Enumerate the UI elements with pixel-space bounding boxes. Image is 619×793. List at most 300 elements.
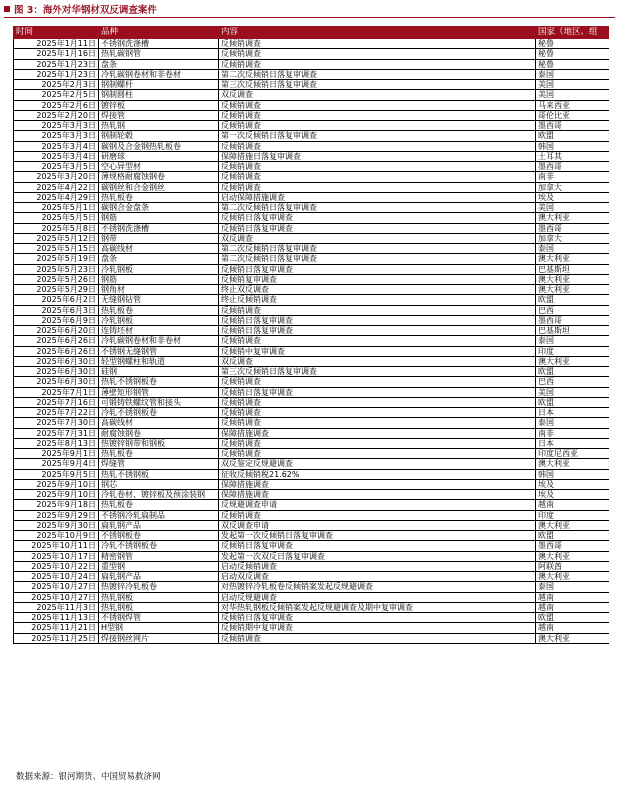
cell-product: 盘条 bbox=[99, 59, 219, 69]
cell-country: 澳大利亚 bbox=[536, 274, 610, 284]
cell-content: 对热镀锌冷轧板卷反倾销案发起反规避调查 bbox=[219, 582, 536, 592]
cell-date: 2025年11月21日 bbox=[14, 623, 99, 633]
cell-content: 反倾销日落复审调查 bbox=[219, 223, 536, 233]
cell-content: 第三次反倾销日落复审调查 bbox=[219, 80, 536, 90]
trade-case-table bbox=[13, 26, 609, 644]
cell-content: 征收反倾销税21.62% bbox=[219, 469, 536, 479]
cell-date: 2025年11月3日 bbox=[14, 602, 99, 612]
cell-date: 2025年4月22日 bbox=[14, 182, 99, 192]
table-row bbox=[14, 510, 610, 520]
cell-product: 空心异型材 bbox=[99, 162, 219, 172]
cell-content: 双反调查申请 bbox=[219, 520, 536, 530]
cell-country: 泰国 bbox=[536, 69, 610, 79]
table-row bbox=[14, 520, 610, 530]
cell-date: 2025年5月19日 bbox=[14, 254, 99, 264]
table-row bbox=[14, 141, 610, 151]
cell-content: 保障措施日落复审调查 bbox=[219, 151, 536, 161]
cell-content: 反倾销调查 bbox=[219, 100, 536, 110]
table-row bbox=[14, 326, 610, 336]
cell-date: 2025年1月16日 bbox=[14, 49, 99, 59]
table-row bbox=[14, 592, 610, 602]
cell-date: 2025年10月9日 bbox=[14, 531, 99, 541]
table-row bbox=[14, 438, 610, 448]
cell-country: 欧盟 bbox=[536, 613, 610, 623]
table-row bbox=[14, 264, 610, 274]
cell-date: 2025年2月6日 bbox=[14, 100, 99, 110]
cell-content: 反倾销日落复审调查 bbox=[219, 541, 536, 551]
cell-country: 印度 bbox=[536, 346, 610, 356]
cell-content: 反倾销调查 bbox=[219, 408, 536, 418]
cell-country: 墨西哥 bbox=[536, 162, 610, 172]
cell-country: 越南 bbox=[536, 500, 610, 510]
cell-country: 墨西哥 bbox=[536, 541, 610, 551]
cell-date: 2025年1月23日 bbox=[14, 59, 99, 69]
table-row bbox=[14, 561, 610, 571]
cell-country: 埃及 bbox=[536, 490, 610, 500]
cell-date: 2025年6月20日 bbox=[14, 326, 99, 336]
table-row bbox=[14, 408, 610, 418]
cell-country: 美国 bbox=[536, 203, 610, 213]
cell-country: 澳大利亚 bbox=[536, 213, 610, 223]
figure-title: 图 3：海外对华钢材双反调查案件 bbox=[14, 4, 157, 16]
cell-country: 澳大利亚 bbox=[536, 520, 610, 530]
table-row bbox=[14, 572, 610, 582]
cell-product: 热轧板卷 bbox=[99, 449, 219, 459]
cell-content: 反倾销调查 bbox=[219, 438, 536, 448]
cell-product: 钢制圆柱 bbox=[99, 90, 219, 100]
cell-date: 2025年5月12日 bbox=[14, 233, 99, 243]
table-row bbox=[14, 39, 610, 49]
table-row bbox=[14, 367, 610, 377]
cell-content: 反倾销调查 bbox=[219, 510, 536, 520]
table-row bbox=[14, 428, 610, 438]
table-row bbox=[14, 551, 610, 561]
table-row bbox=[14, 110, 610, 120]
cell-product: 高碳线材 bbox=[99, 244, 219, 254]
cell-content: 双反调查 bbox=[219, 90, 536, 100]
cell-date: 2025年11月13日 bbox=[14, 613, 99, 623]
cell-content: 启动双反调查 bbox=[219, 572, 536, 582]
cell-country: 阿联酋 bbox=[536, 561, 610, 571]
table-row bbox=[14, 131, 610, 141]
cell-product: 研磨球 bbox=[99, 151, 219, 161]
table-row bbox=[14, 90, 610, 100]
cell-content: 反倾销调查 bbox=[219, 182, 536, 192]
cell-date: 2025年1月11日 bbox=[14, 39, 99, 49]
cell-date: 2025年8月13日 bbox=[14, 438, 99, 448]
cell-product: 热镀锌钢带和钢板 bbox=[99, 438, 219, 448]
cell-country: 墨西哥 bbox=[536, 315, 610, 325]
cell-product: 焊缝管 bbox=[99, 459, 219, 469]
cell-product: 冷轧不锈钢板卷 bbox=[99, 408, 219, 418]
header-product: 品种 bbox=[99, 27, 219, 39]
cell-date: 2025年10月27日 bbox=[14, 582, 99, 592]
cell-content: 反倾销调查 bbox=[219, 172, 536, 182]
cell-product: 冷轧不锈钢板卷 bbox=[99, 541, 219, 551]
cell-country: 欧盟 bbox=[536, 367, 610, 377]
cell-date: 2025年4月29日 bbox=[14, 192, 99, 202]
cell-product: 钢带 bbox=[99, 233, 219, 243]
cell-product: 不锈钢无缝钢管 bbox=[99, 346, 219, 356]
cell-content: 反倾销中复审调查 bbox=[219, 346, 536, 356]
cell-country: 墨西哥 bbox=[536, 223, 610, 233]
cell-product: 盘条 bbox=[99, 254, 219, 264]
cell-content: 反倾销调查 bbox=[219, 39, 536, 49]
cell-product: 钢筋 bbox=[99, 274, 219, 284]
cell-content: 反倾销日落复审调查 bbox=[219, 315, 536, 325]
cell-content: 反倾销调查 bbox=[219, 336, 536, 346]
cell-country: 欧盟 bbox=[536, 131, 610, 141]
table-row bbox=[14, 449, 610, 459]
cell-product: 焊接钢丝网片 bbox=[99, 633, 219, 643]
cell-country: 泰国 bbox=[536, 418, 610, 428]
cell-date: 2025年2月5日 bbox=[14, 90, 99, 100]
cell-country: 澳大利亚 bbox=[536, 551, 610, 561]
cell-product: 镀锌板 bbox=[99, 100, 219, 110]
cell-date: 2025年1月23日 bbox=[14, 69, 99, 79]
table-row bbox=[14, 315, 610, 325]
header-country: 国家（地区、组 bbox=[536, 27, 610, 39]
cell-country: 马来西亚 bbox=[536, 100, 610, 110]
cell-date: 2025年6月26日 bbox=[14, 336, 99, 346]
cell-content: 双反调查 bbox=[219, 233, 536, 243]
cell-date: 2025年5月29日 bbox=[14, 285, 99, 295]
cell-content: 反倾销复审调查 bbox=[219, 274, 536, 284]
cell-country: 加拿大 bbox=[536, 233, 610, 243]
cell-date: 2025年6月30日 bbox=[14, 377, 99, 387]
cell-content: 第一次反倾销日落复审调查 bbox=[219, 131, 536, 141]
cell-country: 泰国 bbox=[536, 582, 610, 592]
table-row bbox=[14, 151, 610, 161]
cell-country: 澳大利亚 bbox=[536, 285, 610, 295]
cell-content: 反倾销调查 bbox=[219, 59, 536, 69]
cell-product: 热轧不锈钢板卷 bbox=[99, 377, 219, 387]
cell-country: 美国 bbox=[536, 387, 610, 397]
cell-date: 2025年3月4日 bbox=[14, 151, 99, 161]
cell-country: 印度尼西亚 bbox=[536, 449, 610, 459]
table-row bbox=[14, 254, 610, 264]
table-row bbox=[14, 69, 610, 79]
cell-country: 澳大利亚 bbox=[536, 254, 610, 264]
table-row bbox=[14, 459, 610, 469]
cell-content: 对华热轧钢板反倾销案发起反规避调查及期中复审调查 bbox=[219, 602, 536, 612]
table-row bbox=[14, 223, 610, 233]
cell-product: 薄壁矩形钢管 bbox=[99, 387, 219, 397]
cell-date: 2025年2月20日 bbox=[14, 110, 99, 120]
cell-country: 秘鲁 bbox=[536, 59, 610, 69]
table-row bbox=[14, 346, 610, 356]
cell-country: 埃及 bbox=[536, 192, 610, 202]
cell-content: 反倾销调查 bbox=[219, 377, 536, 387]
cell-country: 南非 bbox=[536, 172, 610, 182]
cell-country: 巴西 bbox=[536, 305, 610, 315]
cell-content: 发起第一次反倾销日落复审调查 bbox=[219, 531, 536, 541]
cell-country: 巴基斯坦 bbox=[536, 326, 610, 336]
cell-content: 反倾销日落复审调查 bbox=[219, 613, 536, 623]
cell-product: 重型钢 bbox=[99, 561, 219, 571]
table-row bbox=[14, 285, 610, 295]
cell-country: 印度 bbox=[536, 510, 610, 520]
table-row bbox=[14, 274, 610, 284]
cell-country: 越南 bbox=[536, 602, 610, 612]
cell-content: 反倾销日落复审调查 bbox=[219, 213, 536, 223]
cell-content: 终止反倾销调查 bbox=[219, 295, 536, 305]
cell-date: 2025年7月16日 bbox=[14, 397, 99, 407]
cell-date: 2025年3月20日 bbox=[14, 172, 99, 182]
cell-content: 反倾销期中复审调查 bbox=[219, 623, 536, 633]
cell-date: 2025年9月10日 bbox=[14, 479, 99, 489]
cell-date: 2025年3月3日 bbox=[14, 121, 99, 131]
table-row bbox=[14, 397, 610, 407]
cell-content: 保障措施调查 bbox=[219, 490, 536, 500]
cell-product: 热轧板卷 bbox=[99, 305, 219, 315]
table-row bbox=[14, 192, 610, 202]
cell-date: 2025年6月3日 bbox=[14, 305, 99, 315]
cell-content: 保障措施调查 bbox=[219, 479, 536, 489]
cell-date: 2025年2月3日 bbox=[14, 80, 99, 90]
cell-date: 2025年7月1日 bbox=[14, 387, 99, 397]
cell-country: 澳大利亚 bbox=[536, 459, 610, 469]
table-row bbox=[14, 490, 610, 500]
cell-date: 2025年6月30日 bbox=[14, 356, 99, 366]
cell-product: 热轧板卷 bbox=[99, 192, 219, 202]
cell-country: 欧盟 bbox=[536, 295, 610, 305]
cell-product: 焊接管 bbox=[99, 110, 219, 120]
cell-date: 2025年7月22日 bbox=[14, 408, 99, 418]
cell-date: 2025年9月1日 bbox=[14, 449, 99, 459]
cell-country: 韩国 bbox=[536, 469, 610, 479]
cell-product: 热轧钢 bbox=[99, 121, 219, 131]
cell-content: 反倾销日落复审调查 bbox=[219, 264, 536, 274]
table-row bbox=[14, 377, 610, 387]
table-row bbox=[14, 387, 610, 397]
cell-product: 冷轧钢板 bbox=[99, 315, 219, 325]
cell-product: 钢制轮毂 bbox=[99, 131, 219, 141]
cell-date: 2025年9月29日 bbox=[14, 510, 99, 520]
cell-content: 反倾销调查 bbox=[219, 305, 536, 315]
cell-date: 2025年9月18日 bbox=[14, 500, 99, 510]
cell-content: 启动保障措施调查 bbox=[219, 192, 536, 202]
cell-country: 埃及 bbox=[536, 479, 610, 489]
cell-date: 2025年5月5日 bbox=[14, 213, 99, 223]
cell-product: 热轧钢板 bbox=[99, 592, 219, 602]
table-row bbox=[14, 213, 610, 223]
cell-date: 2025年5月15日 bbox=[14, 244, 99, 254]
table-row bbox=[14, 305, 610, 315]
cell-product: 冷轧碳钢卷材和非卷材 bbox=[99, 69, 219, 79]
table-row bbox=[14, 582, 610, 592]
cell-date: 2025年9月10日 bbox=[14, 490, 99, 500]
cell-product: 热轧碳钢管 bbox=[99, 49, 219, 59]
cell-content: 反倾销日落复审调查 bbox=[219, 387, 536, 397]
cell-product: 无缝钢钻管 bbox=[99, 295, 219, 305]
cell-product: 钢角材 bbox=[99, 285, 219, 295]
cell-product: 碳钢合金盘条 bbox=[99, 203, 219, 213]
cell-country: 泰国 bbox=[536, 244, 610, 254]
cell-content: 发起第一次双反日落复审调查 bbox=[219, 551, 536, 561]
cell-content: 第三次反倾销日落复审调查 bbox=[219, 367, 536, 377]
cell-country: 澳大利亚 bbox=[536, 356, 610, 366]
table-container bbox=[13, 26, 609, 761]
cell-content: 反倾销日落复审调查 bbox=[219, 326, 536, 336]
cell-product: 冷轧卷材、镀锌板及预涂装钢 bbox=[99, 490, 219, 500]
cell-content: 第二次反倾销日落复审调查 bbox=[219, 244, 536, 254]
table-row bbox=[14, 479, 610, 489]
cell-product: 连铸坯材 bbox=[99, 326, 219, 336]
table-row bbox=[14, 613, 610, 623]
table-row bbox=[14, 500, 610, 510]
cell-country: 越南 bbox=[536, 592, 610, 602]
cell-content: 反倾销调查 bbox=[219, 449, 536, 459]
cell-date: 2025年5月1日 bbox=[14, 203, 99, 213]
cell-country: 澳大利亚 bbox=[536, 572, 610, 582]
cell-country: 欧盟 bbox=[536, 397, 610, 407]
figure-title-bar bbox=[4, 0, 615, 18]
cell-date: 2025年10月11日 bbox=[14, 541, 99, 551]
cell-content: 启动反倾销调查 bbox=[219, 561, 536, 571]
table-row bbox=[14, 121, 610, 131]
table-row bbox=[14, 59, 610, 69]
cell-product: 热镀锌冷轧板卷 bbox=[99, 582, 219, 592]
cell-country: 日本 bbox=[536, 408, 610, 418]
table-row bbox=[14, 623, 610, 633]
cell-product: 钢芯 bbox=[99, 479, 219, 489]
table-row bbox=[14, 100, 610, 110]
cell-country: 墨西哥 bbox=[536, 121, 610, 131]
header-date: 时间 bbox=[14, 27, 99, 39]
cell-product: 薄规格耐腐蚀钢卷 bbox=[99, 172, 219, 182]
cell-product: 冷轧钢板 bbox=[99, 264, 219, 274]
cell-product: 不锈钢焊管 bbox=[99, 613, 219, 623]
cell-date: 2025年9月30日 bbox=[14, 520, 99, 530]
table-row bbox=[14, 356, 610, 366]
cell-date: 2025年5月26日 bbox=[14, 274, 99, 284]
cell-content: 反倾销调查 bbox=[219, 141, 536, 151]
cell-product: 热轧板卷 bbox=[99, 500, 219, 510]
cell-date: 2025年7月31日 bbox=[14, 428, 99, 438]
cell-date: 2025年3月4日 bbox=[14, 141, 99, 151]
table-row bbox=[14, 469, 610, 479]
cell-country: 美国 bbox=[536, 80, 610, 90]
cell-country: 巴基斯坦 bbox=[536, 264, 610, 274]
cell-country: 巴西 bbox=[536, 377, 610, 387]
cell-country: 欧盟 bbox=[536, 531, 610, 541]
cell-content: 第二次反倾销日落复审调查 bbox=[219, 69, 536, 79]
data-source-note: 数据来源：银河期货、中国贸易救济网 bbox=[16, 772, 161, 782]
cell-content: 反倾销调查 bbox=[219, 633, 536, 643]
cell-content: 双反鉴定反规避调查 bbox=[219, 459, 536, 469]
table-body bbox=[14, 39, 610, 644]
table-row bbox=[14, 233, 610, 243]
cell-date: 2025年6月2日 bbox=[14, 295, 99, 305]
cell-date: 2025年3月3日 bbox=[14, 131, 99, 141]
cell-date: 2025年5月23日 bbox=[14, 264, 99, 274]
cell-content: 反倾销调查 bbox=[219, 397, 536, 407]
table-row bbox=[14, 172, 610, 182]
cell-content: 终止双反调查 bbox=[219, 285, 536, 295]
cell-product: 耐腐蚀钢卷 bbox=[99, 428, 219, 438]
cell-content: 反倾销调查 bbox=[219, 110, 536, 120]
cell-date: 2025年7月30日 bbox=[14, 418, 99, 428]
cell-country: 韩国 bbox=[536, 141, 610, 151]
cell-product: 硅钢 bbox=[99, 367, 219, 377]
cell-product: 不锈钢板卷 bbox=[99, 531, 219, 541]
cell-content: 反倾销调查 bbox=[219, 162, 536, 172]
cell-content: 保障措施调查 bbox=[219, 428, 536, 438]
cell-product: 不锈钢洗涤槽 bbox=[99, 39, 219, 49]
table-row bbox=[14, 295, 610, 305]
cell-date: 2025年9月5日 bbox=[14, 469, 99, 479]
cell-content: 第二次反倾销日落复审调查 bbox=[219, 254, 536, 264]
cell-date: 2025年11月25日 bbox=[14, 633, 99, 643]
cell-product: H型钢 bbox=[99, 623, 219, 633]
cell-product: 可锻铸铁螺纹管和接头 bbox=[99, 397, 219, 407]
cell-country: 美国 bbox=[536, 90, 610, 100]
cell-content: 反倾销调查 bbox=[219, 49, 536, 59]
table-row bbox=[14, 49, 610, 59]
cell-content: 启动反规避调查 bbox=[219, 592, 536, 602]
cell-date: 2025年9月4日 bbox=[14, 459, 99, 469]
table-row bbox=[14, 541, 610, 551]
table-row bbox=[14, 633, 610, 643]
cell-content: 反倾销调查 bbox=[219, 418, 536, 428]
cell-product: 扁轧钢产品 bbox=[99, 520, 219, 530]
cell-country: 加拿大 bbox=[536, 182, 610, 192]
cell-country: 澳大利亚 bbox=[536, 633, 610, 643]
cell-country: 南非 bbox=[536, 428, 610, 438]
cell-product: 不锈钢冷轧扁制品 bbox=[99, 510, 219, 520]
cell-country: 哥伦比亚 bbox=[536, 110, 610, 120]
title-marker-icon bbox=[4, 6, 10, 12]
cell-country: 秘鲁 bbox=[536, 49, 610, 59]
cell-product: 冷轧碳钢卷材和非卷材 bbox=[99, 336, 219, 346]
table-row bbox=[14, 182, 610, 192]
cell-date: 2025年10月22日 bbox=[14, 561, 99, 571]
cell-product: 精密钢管 bbox=[99, 551, 219, 561]
cell-product: 不锈钢洗涤槽 bbox=[99, 223, 219, 233]
table-row bbox=[14, 531, 610, 541]
table-row bbox=[14, 336, 610, 346]
header-content: 内容 bbox=[219, 27, 536, 39]
cell-date: 2025年6月9日 bbox=[14, 315, 99, 325]
table-row bbox=[14, 602, 610, 612]
table-row bbox=[14, 244, 610, 254]
cell-country: 泰国 bbox=[536, 336, 610, 346]
cell-country: 土耳其 bbox=[536, 151, 610, 161]
cell-product: 轻型钢螺柱和轨道 bbox=[99, 356, 219, 366]
cell-date: 2025年10月17日 bbox=[14, 551, 99, 561]
cell-content: 反规避调查申请 bbox=[219, 500, 536, 510]
cell-product: 热轧不锈钢板 bbox=[99, 469, 219, 479]
cell-product: 扁轧钢产品 bbox=[99, 572, 219, 582]
table-row bbox=[14, 80, 610, 90]
table-header-row bbox=[14, 27, 610, 39]
cell-date: 2025年5月8日 bbox=[14, 223, 99, 233]
cell-product: 碳钢丝和合金钢丝 bbox=[99, 182, 219, 192]
table-row bbox=[14, 203, 610, 213]
cell-date: 2025年3月5日 bbox=[14, 162, 99, 172]
cell-content: 双反调查 bbox=[219, 356, 536, 366]
cell-date: 2025年10月27日 bbox=[14, 592, 99, 602]
cell-product: 碳钢及合金钢热轧板卷 bbox=[99, 141, 219, 151]
cell-content: 第二次反倾销日落复审调查 bbox=[219, 203, 536, 213]
cell-content: 反倾销调查 bbox=[219, 121, 536, 131]
cell-date: 2025年10月24日 bbox=[14, 572, 99, 582]
cell-country: 越南 bbox=[536, 623, 610, 633]
cell-product: 高碳线材 bbox=[99, 418, 219, 428]
cell-product: 钢筋 bbox=[99, 213, 219, 223]
table-row bbox=[14, 418, 610, 428]
